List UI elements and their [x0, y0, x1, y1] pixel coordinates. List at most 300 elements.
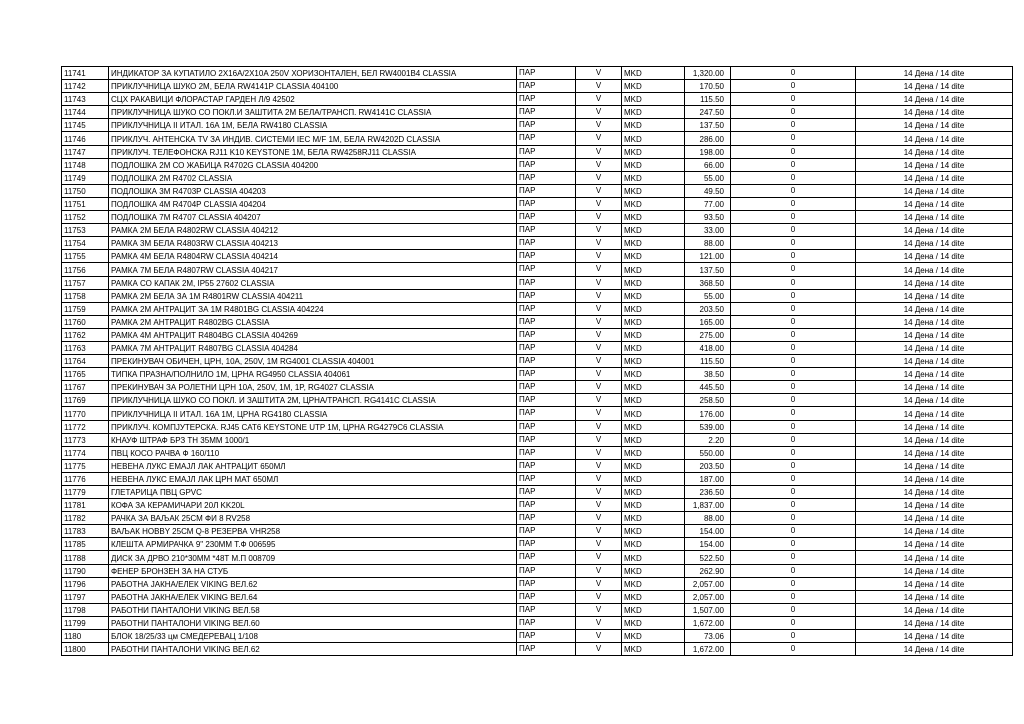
- unit-cell: ПАР: [517, 263, 576, 276]
- unit-cell: ПАР: [517, 433, 576, 446]
- vat-cell: V: [576, 538, 622, 551]
- vat-cell: V: [576, 459, 622, 472]
- vat-cell: V: [576, 630, 622, 643]
- delivery-cell: 14 Дена / 14 dite: [856, 106, 1013, 119]
- discount-cell: 0: [731, 341, 856, 354]
- item-name-cell: РАМКА 4M БЕЛА R4804RW CLASSIA 404214: [109, 250, 517, 263]
- price-cell: 522.50: [685, 551, 731, 564]
- unit-cell: ПАР: [517, 446, 576, 459]
- delivery-cell: 14 Дена / 14 dite: [856, 603, 1013, 616]
- delivery-cell: 14 Дена / 14 dite: [856, 433, 1013, 446]
- item-name-cell: ПВЦ КОСО РАЧВА Ф 160/110: [109, 446, 517, 459]
- delivery-cell: 14 Дена / 14 dite: [856, 132, 1013, 145]
- currency-cell: MKD: [622, 237, 685, 250]
- vat-cell: V: [576, 564, 622, 577]
- unit-cell: ПАР: [517, 525, 576, 538]
- price-cell: 187.00: [685, 472, 731, 485]
- discount-cell: 0: [731, 237, 856, 250]
- price-cell: 176.00: [685, 407, 731, 420]
- item-name-cell: СЦХ РАКАВИЦИ ФЛОРАСТАР ГАРДЕН Л/9 42502: [109, 93, 517, 106]
- item-code-cell: 11769: [62, 394, 109, 407]
- item-name-cell: ТИПКА ПРАЗНА/ПОЛНИЛО 1M, ЦРНА RG4950 CLASSIA 404061: [109, 368, 517, 381]
- table-row: [62, 394, 1013, 407]
- vat-cell: V: [576, 590, 622, 603]
- table-row: [62, 603, 1013, 616]
- discount-cell: 0: [731, 381, 856, 394]
- price-cell: 286.00: [685, 132, 731, 145]
- delivery-cell: 14 Дена / 14 dite: [856, 616, 1013, 629]
- item-code-cell: 11759: [62, 302, 109, 315]
- price-cell: 198.00: [685, 145, 731, 158]
- item-code-cell: 11745: [62, 119, 109, 132]
- item-name-cell: ПРИКЛУЧНИЦА II ИТАЛ. 16A 1M, ЦРНА RG4180 CLASSIA: [109, 407, 517, 420]
- item-code-cell: 11751: [62, 197, 109, 210]
- item-name-cell: ПОДЛОШКА 7M R4707 CLASSIA 404207: [109, 211, 517, 224]
- item-name-cell: ПРЕКИНУВАЧ ОБИЧЕН, ЦРН, 10A, 250V, 1M RG4001 CLASSIA 404001: [109, 355, 517, 368]
- currency-cell: MKD: [622, 486, 685, 499]
- unit-cell: ПАР: [517, 184, 576, 197]
- table-row: [62, 407, 1013, 420]
- item-code-cell: 11756: [62, 263, 109, 276]
- vat-cell: V: [576, 197, 622, 210]
- discount-cell: 0: [731, 355, 856, 368]
- currency-cell: MKD: [622, 630, 685, 643]
- table-row: [62, 276, 1013, 289]
- vat-cell: V: [576, 577, 622, 590]
- unit-cell: ПАР: [517, 486, 576, 499]
- item-code-cell: 11764: [62, 355, 109, 368]
- discount-cell: 0: [731, 276, 856, 289]
- currency-cell: MKD: [622, 446, 685, 459]
- table-row: [62, 643, 1013, 656]
- unit-cell: ПАР: [517, 355, 576, 368]
- discount-cell: 0: [731, 394, 856, 407]
- price-cell: 137.50: [685, 119, 731, 132]
- vat-cell: V: [576, 525, 622, 538]
- item-code-cell: 11753: [62, 224, 109, 237]
- currency-cell: MKD: [622, 394, 685, 407]
- discount-cell: 0: [731, 315, 856, 328]
- unit-cell: ПАР: [517, 67, 576, 80]
- item-code-cell: 11762: [62, 328, 109, 341]
- vat-cell: V: [576, 420, 622, 433]
- discount-cell: 0: [731, 643, 856, 656]
- item-code-cell: 11748: [62, 158, 109, 171]
- item-code-cell: 11783: [62, 525, 109, 538]
- currency-cell: MKD: [622, 590, 685, 603]
- delivery-cell: 14 Дена / 14 dite: [856, 302, 1013, 315]
- item-name-cell: РАМКА 2M АНТРАЦИТ R4802BG CLASSIA: [109, 315, 517, 328]
- delivery-cell: 14 Дена / 14 dite: [856, 289, 1013, 302]
- table-row: [62, 237, 1013, 250]
- delivery-cell: 14 Дена / 14 dite: [856, 328, 1013, 341]
- table-row: [62, 472, 1013, 485]
- table-row: [62, 263, 1013, 276]
- discount-cell: 0: [731, 158, 856, 171]
- item-code-cell: 11755: [62, 250, 109, 263]
- price-cell: 73.06: [685, 630, 731, 643]
- unit-cell: ПАР: [517, 381, 576, 394]
- unit-cell: ПАР: [517, 132, 576, 145]
- vat-cell: V: [576, 551, 622, 564]
- item-name-cell: КОФА ЗА КЕРАМИЧАРИ 20Л KK20L: [109, 499, 517, 512]
- delivery-cell: 14 Дена / 14 dite: [856, 184, 1013, 197]
- currency-cell: MKD: [622, 224, 685, 237]
- currency-cell: MKD: [622, 551, 685, 564]
- currency-cell: MKD: [622, 433, 685, 446]
- table-row: [62, 145, 1013, 158]
- price-cell: 550.00: [685, 446, 731, 459]
- currency-cell: MKD: [622, 420, 685, 433]
- item-code-cell: 11776: [62, 472, 109, 485]
- currency-cell: MKD: [622, 276, 685, 289]
- price-cell: 445.50: [685, 381, 731, 394]
- discount-cell: 0: [731, 407, 856, 420]
- table-row: [62, 486, 1013, 499]
- table-row: [62, 499, 1013, 512]
- currency-cell: MKD: [622, 67, 685, 80]
- unit-cell: ПАР: [517, 171, 576, 184]
- discount-cell: 0: [731, 603, 856, 616]
- table-row: [62, 368, 1013, 381]
- table-row: [62, 80, 1013, 93]
- vat-cell: V: [576, 158, 622, 171]
- delivery-cell: 14 Дена / 14 dite: [856, 250, 1013, 263]
- item-name-cell: ИНДИКАТОР ЗА КУПАТИЛО 2X16A/2X10A 250V ХОРИЗОНТАЛЕН, БЕЛ RW4001B4 CLASSIA: [109, 67, 517, 80]
- price-cell: 77.00: [685, 197, 731, 210]
- delivery-cell: 14 Дена / 14 dite: [856, 551, 1013, 564]
- vat-cell: V: [576, 394, 622, 407]
- price-cell: 88.00: [685, 237, 731, 250]
- discount-cell: 0: [731, 328, 856, 341]
- delivery-cell: 14 Дена / 14 dite: [856, 407, 1013, 420]
- price-cell: 275.00: [685, 328, 731, 341]
- item-name-cell: РАМКА 7M БЕЛА R4807RW CLASSIA 404217: [109, 263, 517, 276]
- discount-cell: 0: [731, 433, 856, 446]
- unit-cell: ПАР: [517, 224, 576, 237]
- currency-cell: MKD: [622, 499, 685, 512]
- vat-cell: V: [576, 289, 622, 302]
- currency-cell: MKD: [622, 315, 685, 328]
- vat-cell: V: [576, 512, 622, 525]
- item-code-cell: 11796: [62, 577, 109, 590]
- discount-cell: 0: [731, 132, 856, 145]
- item-name-cell: РАМКА 4M АНТРАЦИТ R4804BG CLASSIA 404269: [109, 328, 517, 341]
- vat-cell: V: [576, 184, 622, 197]
- table-row: [62, 551, 1013, 564]
- item-name-cell: ПОДЛОШКА 2M СО ЖАБИЦА R4702G CLASSIA 404200: [109, 158, 517, 171]
- vat-cell: V: [576, 67, 622, 80]
- item-code-cell: 11742: [62, 80, 109, 93]
- unit-cell: ПАР: [517, 315, 576, 328]
- delivery-cell: 14 Дена / 14 dite: [856, 145, 1013, 158]
- unit-cell: ПАР: [517, 237, 576, 250]
- discount-cell: 0: [731, 472, 856, 485]
- delivery-cell: 14 Дена / 14 dite: [856, 276, 1013, 289]
- unit-cell: ПАР: [517, 119, 576, 132]
- vat-cell: V: [576, 315, 622, 328]
- vat-cell: V: [576, 145, 622, 158]
- vat-cell: V: [576, 486, 622, 499]
- delivery-cell: 14 Дена / 14 dite: [856, 459, 1013, 472]
- discount-cell: 0: [731, 616, 856, 629]
- vat-cell: V: [576, 472, 622, 485]
- delivery-cell: 14 Дена / 14 dite: [856, 315, 1013, 328]
- table-row: [62, 289, 1013, 302]
- vat-cell: V: [576, 132, 622, 145]
- discount-cell: 0: [731, 93, 856, 106]
- price-cell: 418.00: [685, 341, 731, 354]
- table-row: [62, 119, 1013, 132]
- discount-cell: 0: [731, 145, 856, 158]
- item-name-cell: ВАЉАК HOBBY 25СМ Q-8 РЕЗЕРВА VHR258: [109, 525, 517, 538]
- vat-cell: V: [576, 368, 622, 381]
- delivery-cell: 14 Дена / 14 dite: [856, 420, 1013, 433]
- item-code-cell: 11746: [62, 132, 109, 145]
- discount-cell: 0: [731, 499, 856, 512]
- price-cell: 1,320.00: [685, 67, 731, 80]
- discount-cell: 0: [731, 486, 856, 499]
- currency-cell: MKD: [622, 197, 685, 210]
- item-code-cell: 11754: [62, 237, 109, 250]
- item-name-cell: ПРИКЛУЧНИЦА II ИТАЛ. 16A 1M, БЕЛА RW4180 CLASSIA: [109, 119, 517, 132]
- vat-cell: V: [576, 407, 622, 420]
- item-name-cell: РАМКА 2M БЕЛА R4802RW CLASSIA 404212: [109, 224, 517, 237]
- price-cell: 236.50: [685, 486, 731, 499]
- price-cell: 2.20: [685, 433, 731, 446]
- currency-cell: MKD: [622, 106, 685, 119]
- currency-cell: MKD: [622, 250, 685, 263]
- unit-cell: ПАР: [517, 145, 576, 158]
- item-name-cell: ПОДЛОШКА 4M R4704P CLASSIA 404204: [109, 197, 517, 210]
- item-name-cell: ПРИКЛУЧ. АНТЕНСКА TV ЗА ИНДИВ. СИСТЕМИ IEC M/F 1M, БЕЛА RW4202D CLASSIA: [109, 132, 517, 145]
- discount-cell: 0: [731, 512, 856, 525]
- vat-cell: V: [576, 171, 622, 184]
- item-name-cell: КНАУФ ШТРАФ БРЗ ТН 35ММ 1000/1: [109, 433, 517, 446]
- delivery-cell: 14 Дена / 14 dite: [856, 472, 1013, 485]
- item-name-cell: РАБОТНИ ПАНТАЛОНИ VIKING ВЕЛ.58: [109, 603, 517, 616]
- discount-cell: 0: [731, 67, 856, 80]
- price-cell: 33.00: [685, 224, 731, 237]
- currency-cell: MKD: [622, 459, 685, 472]
- vat-cell: V: [576, 237, 622, 250]
- price-cell: 154.00: [685, 525, 731, 538]
- table-row: [62, 171, 1013, 184]
- currency-cell: MKD: [622, 512, 685, 525]
- price-cell: 115.50: [685, 355, 731, 368]
- item-name-cell: ГЛЕТАРИЦА ПВЦ GPVC: [109, 486, 517, 499]
- discount-cell: 0: [731, 368, 856, 381]
- item-name-cell: РАБОТНИ ПАНТАЛОНИ VIKING ВЕЛ.62: [109, 643, 517, 656]
- vat-cell: V: [576, 302, 622, 315]
- table-row: [62, 420, 1013, 433]
- item-name-cell: РАМКА 3M БЕЛА R4803RW CLASSIA 404213: [109, 237, 517, 250]
- item-code-cell: 11758: [62, 289, 109, 302]
- price-cell: 539.00: [685, 420, 731, 433]
- unit-cell: ПАР: [517, 407, 576, 420]
- item-code-cell: 11743: [62, 93, 109, 106]
- unit-cell: ПАР: [517, 512, 576, 525]
- currency-cell: MKD: [622, 93, 685, 106]
- item-code-cell: 11770: [62, 407, 109, 420]
- unit-cell: ПАР: [517, 80, 576, 93]
- table-row: [62, 616, 1013, 629]
- item-name-cell: РАМКА 2M АНТРАЦИТ ЗА 1M R4801BG CLASSIA 404224: [109, 302, 517, 315]
- table-row: [62, 328, 1013, 341]
- item-code-cell: 11750: [62, 184, 109, 197]
- item-name-cell: ПРИКЛУЧНИЦА ШУКО СО ПОКЛ. И ЗАШТИТА 2M, ЦРНА/ТРАНСП. RG4141C CLASSIA: [109, 394, 517, 407]
- table-row: [62, 93, 1013, 106]
- item-name-cell: РАЧКА ЗА ВАЉАК 25СМ ФИ 8 RV258: [109, 512, 517, 525]
- unit-cell: ПАР: [517, 616, 576, 629]
- table-row: [62, 630, 1013, 643]
- unit-cell: ПАР: [517, 590, 576, 603]
- item-code-cell: 11763: [62, 341, 109, 354]
- item-name-cell: ПОДЛОШКА 3M R4703P CLASSIA 404203: [109, 184, 517, 197]
- price-cell: 170.50: [685, 80, 731, 93]
- item-code-cell: 11790: [62, 564, 109, 577]
- delivery-cell: 14 Дена / 14 dite: [856, 446, 1013, 459]
- table-row: [62, 538, 1013, 551]
- table-row: [62, 564, 1013, 577]
- table-row: [62, 577, 1013, 590]
- currency-cell: MKD: [622, 538, 685, 551]
- delivery-cell: 14 Дена / 14 dite: [856, 224, 1013, 237]
- vat-cell: V: [576, 616, 622, 629]
- table-row: [62, 381, 1013, 394]
- item-code-cell: 11773: [62, 433, 109, 446]
- delivery-cell: 14 Дена / 14 dite: [856, 577, 1013, 590]
- table-row: [62, 315, 1013, 328]
- table-row: [62, 512, 1013, 525]
- currency-cell: MKD: [622, 603, 685, 616]
- price-cell: 115.50: [685, 93, 731, 106]
- delivery-cell: 14 Дена / 14 dite: [856, 171, 1013, 184]
- discount-cell: 0: [731, 302, 856, 315]
- currency-cell: MKD: [622, 643, 685, 656]
- unit-cell: ПАР: [517, 368, 576, 381]
- currency-cell: MKD: [622, 211, 685, 224]
- item-code-cell: 11757: [62, 276, 109, 289]
- price-cell: 137.50: [685, 263, 731, 276]
- delivery-cell: 14 Дена / 14 dite: [856, 643, 1013, 656]
- unit-cell: ПАР: [517, 289, 576, 302]
- unit-cell: ПАР: [517, 197, 576, 210]
- delivery-cell: 14 Дена / 14 dite: [856, 197, 1013, 210]
- delivery-cell: 14 Дена / 14 dite: [856, 93, 1013, 106]
- table-row: [62, 106, 1013, 119]
- unit-cell: ПАР: [517, 577, 576, 590]
- unit-cell: ПАР: [517, 472, 576, 485]
- vat-cell: V: [576, 80, 622, 93]
- unit-cell: ПАР: [517, 630, 576, 643]
- vat-cell: V: [576, 224, 622, 237]
- table-row: [62, 433, 1013, 446]
- currency-cell: MKD: [622, 472, 685, 485]
- currency-cell: MKD: [622, 171, 685, 184]
- unit-cell: ПАР: [517, 643, 576, 656]
- delivery-cell: 14 Дена / 14 dite: [856, 486, 1013, 499]
- price-cell: 368.50: [685, 276, 731, 289]
- unit-cell: ПАР: [517, 564, 576, 577]
- item-name-cell: ПРИКЛУЧНИЦА ШУКО СО ПОКЛ.И ЗАШТИТА 2M БЕЛА/ТРАНСП. RW4141C CLASSIA: [109, 106, 517, 119]
- discount-cell: 0: [731, 577, 856, 590]
- currency-cell: MKD: [622, 119, 685, 132]
- unit-cell: ПАР: [517, 158, 576, 171]
- vat-cell: V: [576, 106, 622, 119]
- discount-cell: 0: [731, 630, 856, 643]
- currency-cell: MKD: [622, 158, 685, 171]
- item-code-cell: 11798: [62, 603, 109, 616]
- unit-cell: ПАР: [517, 551, 576, 564]
- price-cell: 1,672.00: [685, 616, 731, 629]
- item-code-cell: 11774: [62, 446, 109, 459]
- delivery-cell: 14 Дена / 14 dite: [856, 512, 1013, 525]
- price-cell: 55.00: [685, 289, 731, 302]
- item-name-cell: ПРЕКИНУВАЧ ЗА РОЛЕТНИ ЦРН 10A, 250V, 1M, 1P, RG4027 CLASSIA: [109, 381, 517, 394]
- item-name-cell: НЕВЕНА ЛУКС ЕМАЈЛ ЛАК ЦРН МАТ 650МЛ: [109, 472, 517, 485]
- table-row: [62, 525, 1013, 538]
- currency-cell: MKD: [622, 525, 685, 538]
- price-cell: 262.90: [685, 564, 731, 577]
- discount-cell: 0: [731, 446, 856, 459]
- discount-cell: 0: [731, 171, 856, 184]
- vat-cell: V: [576, 211, 622, 224]
- price-cell: 88.00: [685, 512, 731, 525]
- item-code-cell: 11788: [62, 551, 109, 564]
- unit-cell: ПАР: [517, 106, 576, 119]
- item-name-cell: РАМКА 2M БЕЛА ЗА 1M R4801RW CLASSIA 404211: [109, 289, 517, 302]
- delivery-cell: 14 Дена / 14 dite: [856, 368, 1013, 381]
- price-list-table: [61, 66, 1013, 656]
- discount-cell: 0: [731, 420, 856, 433]
- delivery-cell: 14 Дена / 14 dite: [856, 67, 1013, 80]
- item-code-cell: 11767: [62, 381, 109, 394]
- vat-cell: V: [576, 276, 622, 289]
- currency-cell: MKD: [622, 577, 685, 590]
- item-name-cell: РАБОТНА ЈАКНА/ЕЛЕК VIKING ВЕЛ.62: [109, 577, 517, 590]
- vat-cell: V: [576, 250, 622, 263]
- item-code-cell: 11749: [62, 171, 109, 184]
- vat-cell: V: [576, 119, 622, 132]
- item-name-cell: ПРИКЛУЧ. КОМПЈУТЕРСКА. RJ45 CAT6 KEYSTONE UTP 1M, ЦРНА RG4279C6 CLASSIA: [109, 420, 517, 433]
- price-cell: 2,057.00: [685, 577, 731, 590]
- discount-cell: 0: [731, 263, 856, 276]
- delivery-cell: 14 Дена / 14 dite: [856, 499, 1013, 512]
- price-list-body: [62, 67, 1013, 656]
- table-row: [62, 132, 1013, 145]
- item-name-cell: РАМКА 7M АНТРАЦИТ R4807BG CLASSIA 404284: [109, 341, 517, 354]
- table-row: [62, 590, 1013, 603]
- table-row: [62, 67, 1013, 80]
- item-name-cell: ПРИКЛУЧНИЦА ШУКО 2M, БЕЛА RW4141P CLASSIA 404100: [109, 80, 517, 93]
- discount-cell: 0: [731, 525, 856, 538]
- price-cell: 258.50: [685, 394, 731, 407]
- vat-cell: V: [576, 433, 622, 446]
- unit-cell: ПАР: [517, 499, 576, 512]
- item-code-cell: 11779: [62, 486, 109, 499]
- delivery-cell: 14 Дена / 14 dite: [856, 119, 1013, 132]
- vat-cell: V: [576, 355, 622, 368]
- vat-cell: V: [576, 643, 622, 656]
- item-name-cell: РАБОТНА ЈАКНА/ЕЛЕК VIKING ВЕЛ.64: [109, 590, 517, 603]
- price-cell: 1,507.00: [685, 603, 731, 616]
- item-code-cell: 11782: [62, 512, 109, 525]
- discount-cell: 0: [731, 80, 856, 93]
- item-code-cell: 11785: [62, 538, 109, 551]
- table-row: [62, 459, 1013, 472]
- vat-cell: V: [576, 328, 622, 341]
